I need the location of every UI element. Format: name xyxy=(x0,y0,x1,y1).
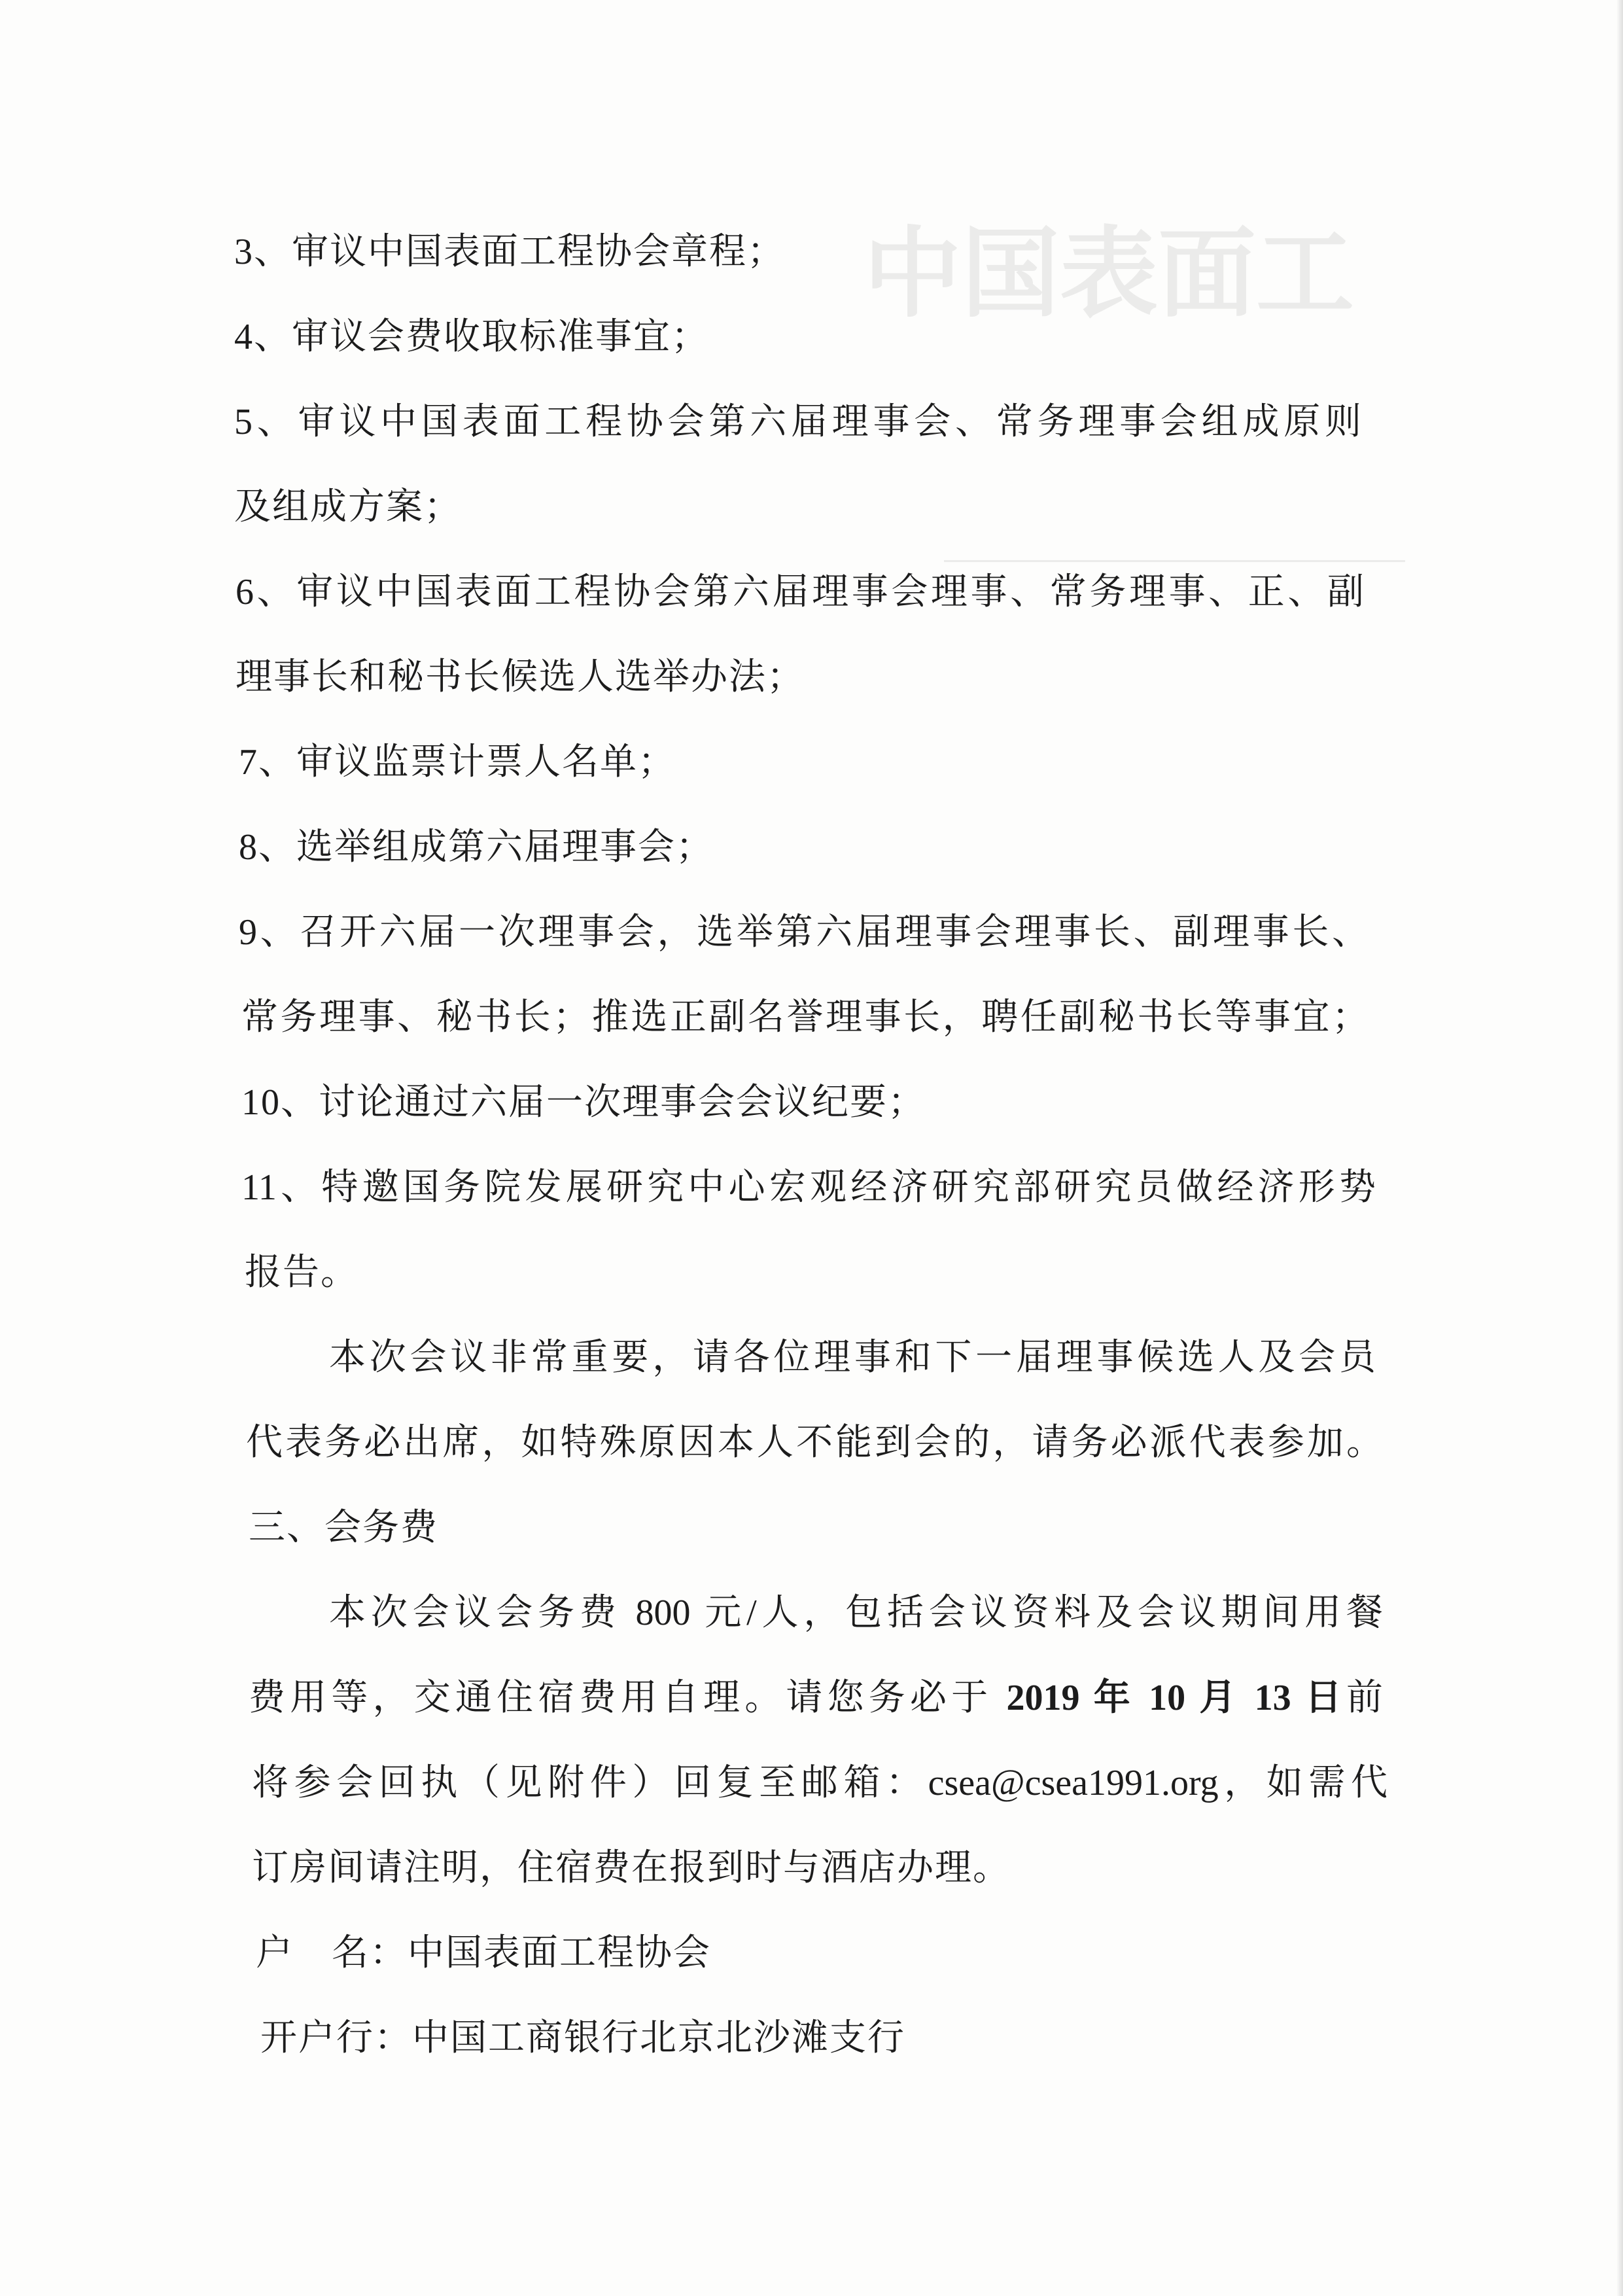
bleed-through-rule xyxy=(944,560,1405,562)
fee-line-1: 本次会议会务费 800 元/人，包括会议资料及会议期间用餐 xyxy=(329,1593,1383,1633)
bank-label: 开户行： xyxy=(260,2018,412,2058)
registration-deadline: 2019 年 10 月 13 日 xyxy=(1006,1678,1347,1718)
section-heading-fees: 三、会务费 xyxy=(249,1508,438,1548)
attendance-notice-line-1: 本次会议非常重要，请各位理事和下一届理事候选人及会员 xyxy=(329,1337,1376,1378)
fee-line-4: 订房间请注明，住宿费在报到时与酒店办理。 xyxy=(252,1848,1011,1888)
attendance-notice-line-2: 代表务必出席，如特殊原因本人不能到会的，请务必派代表参加。 xyxy=(246,1422,1383,1463)
scan-edge-shadow xyxy=(1616,0,1623,2296)
agenda-item-8: 8、选举组成第六届理事会； xyxy=(239,827,714,868)
agenda-item-6-line-1: 6、审议中国表面工程协会第六届理事会理事、常务理事、正、副 xyxy=(236,572,1364,612)
agenda-item-7: 7、审议监票计票人名单； xyxy=(239,742,676,783)
account-name-value: 中国表面工程协会 xyxy=(408,1933,711,1973)
contact-email: csea@csea1991.org xyxy=(928,1763,1219,1803)
agenda-item-11-line-1: 11、特邀国务院发展研究中心宏观经济研究部研究员做经济形势 xyxy=(241,1167,1376,1208)
account-name-row xyxy=(256,1927,711,1979)
account-name-label: 户 名： xyxy=(256,1933,408,1973)
bleed-through-letterhead: 中国表面工 xyxy=(864,221,1355,329)
fee-line-3-suffix: ，如需代 xyxy=(1218,1763,1387,1803)
fee-line-2-suffix: 前 xyxy=(1346,1678,1383,1718)
agenda-item-10: 10、讨论通过六届一次理事会会议纪要； xyxy=(241,1082,926,1123)
agenda-item-6-line-2: 理事长和秘书长候选人选举办法； xyxy=(236,657,805,698)
fee-line-2-text: 费用等，交通住宿费用自理。请您务必于 xyxy=(249,1678,1007,1718)
agenda-item-9-line-2: 常务理事、秘书长；推选正副名誉理事长，聘任副秘书长等事宜； xyxy=(241,997,1369,1038)
bank-name-value: 中国工商银行北京北沙滩支行 xyxy=(412,2018,905,2058)
agenda-item-4: 4、审议会费收取标准事宜； xyxy=(234,317,709,357)
fee-line-3 xyxy=(252,1757,1387,1809)
agenda-item-3: 3、审议中国表面工程协会章程； xyxy=(234,232,785,272)
agenda-item-11-line-2: 报告。 xyxy=(245,1252,358,1293)
bank-row xyxy=(260,2012,905,2064)
agenda-item-5-line-1: 5、审议中国表面工程协会第六届理事会、常务理事会组成原则 xyxy=(234,402,1361,442)
fee-line-2 xyxy=(249,1672,1383,1724)
agenda-item-9-line-1: 9、召开六届一次理事会，选举第六届理事会理事长、副理事长、 xyxy=(239,912,1369,953)
agenda-item-5-line-2: 及组成方案； xyxy=(234,487,462,527)
fee-line-3-text: 将参会回执（见附件）回复至邮箱： xyxy=(252,1763,928,1803)
